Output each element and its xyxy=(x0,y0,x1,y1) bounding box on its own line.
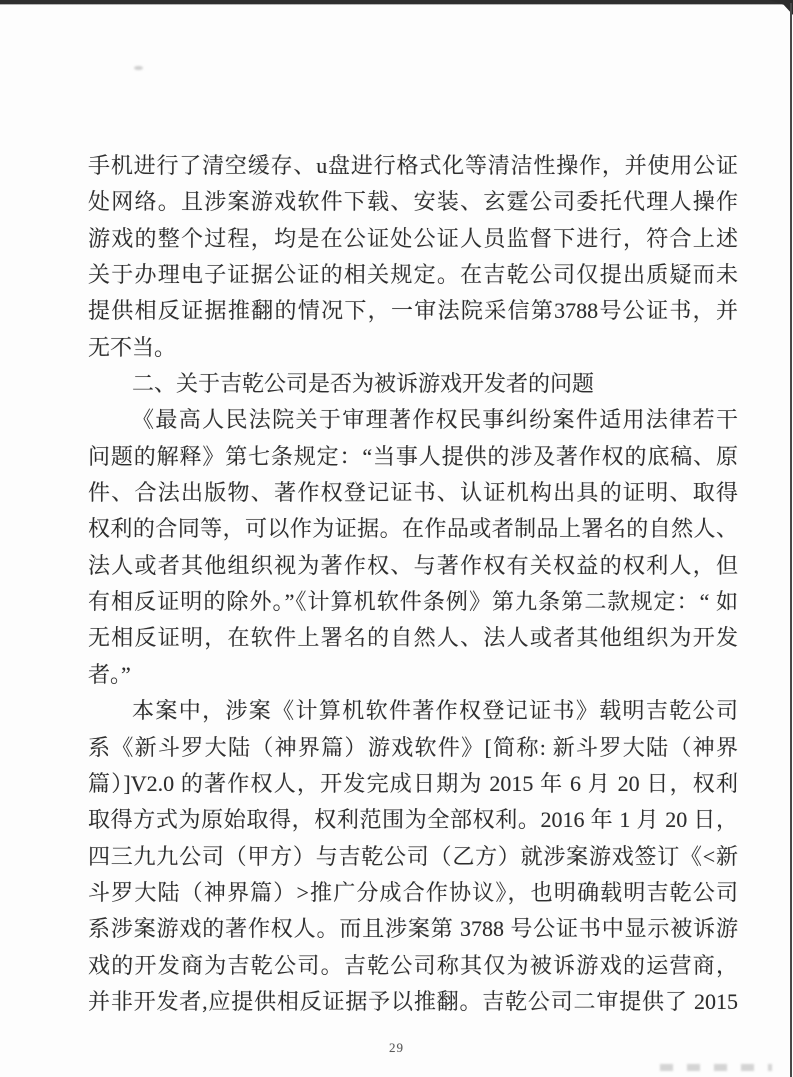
text-line: 取得方式为原始取得，权利范围为全部权利。2016 年 1 月 20 日， xyxy=(88,807,738,833)
text-line: 法人或者其他组织视为著作权、与著作权有关权益的权利人，但 xyxy=(88,552,738,578)
text-line: 有相反证明的除外。”《计算机软件条例》第九条第二款规定：“ 如 xyxy=(88,589,738,615)
page-number: 29 xyxy=(389,1040,404,1055)
text-line: 提供相反证据推翻的情况下，一审法院采信第3788号公证书，并 xyxy=(88,298,738,324)
text-line: 系涉案游戏的著作权人。而且涉案第 3788 号公证书中显示被诉游 xyxy=(88,916,738,942)
text-line: 戏的开发商为吉乾公司。吉乾公司称其仅为被诉游戏的运营商， xyxy=(88,952,738,978)
text-line: 系《新斗罗大陆（神界篇）游戏软件》[简称: 新斗罗大陆（神界 xyxy=(88,734,738,760)
scan-smudge-bottom-right xyxy=(660,1064,772,1071)
text-line: 无相反证明，在软件上署名的自然人、法人或者其他组织为开发 xyxy=(88,625,738,651)
scan-artifact-right-edge xyxy=(790,3,792,1077)
text-line: 斗罗大陆（神界篇）>推广分成合作协议》，也明确载明吉乾公司 xyxy=(88,879,738,905)
scan-smudge-upper xyxy=(134,66,143,70)
text-line: 者。” xyxy=(88,661,131,687)
text-line: 本案中，涉案《计算机软件著作权登记证书》载明吉乾公司 xyxy=(132,698,738,724)
text-line: 处网络。且涉案游戏软件下载、安装、玄霆公司委托代理人操作 xyxy=(88,189,738,215)
text-line: 手机进行了清空缓存、u盘进行格式化等清洁性操作，并使用公证 xyxy=(88,153,738,178)
text-line: 《最高人民法院关于审理著作权民事纠纷案件适用法律若干 xyxy=(132,407,738,433)
text-line: 四三九九公司（甲方）与吉乾公司（乙方）就涉案游戏签订《<新 xyxy=(88,843,738,869)
text-line: 并非开发者,应提供相反证据予以推翻。吉乾公司二审提供了 2015 xyxy=(88,988,738,1014)
text-line: 关于办理电子证据公证的相关规定。在吉乾公司仅提出质疑而未 xyxy=(88,262,738,288)
text-line: 无不当。 xyxy=(88,334,177,360)
judgment-text-block xyxy=(88,148,738,1020)
section-heading: 二、关于吉乾公司是否为被诉游戏开发者的问题 xyxy=(132,371,595,397)
scan-artifact-top-band xyxy=(0,0,793,5)
text-line: 游戏的整个过程，均是在公证处公证人员监督下进行，符合上述 xyxy=(88,225,738,251)
text-line: 问题的解释》第七条规定：“当事人提供的涉及著作权的底稿、原 xyxy=(88,443,738,469)
text-line: 权利的合同等，可以作为证据。在作品或者制品上署名的自然人、 xyxy=(88,516,738,542)
text-line: 篇）]V2.0 的著作权人，开发完成日期为 2015 年 6 月 20 日，权利 xyxy=(88,770,738,796)
text-line: 件、合法出版物、著作权登记证书、认证机构出具的证明、取得 xyxy=(88,480,738,506)
